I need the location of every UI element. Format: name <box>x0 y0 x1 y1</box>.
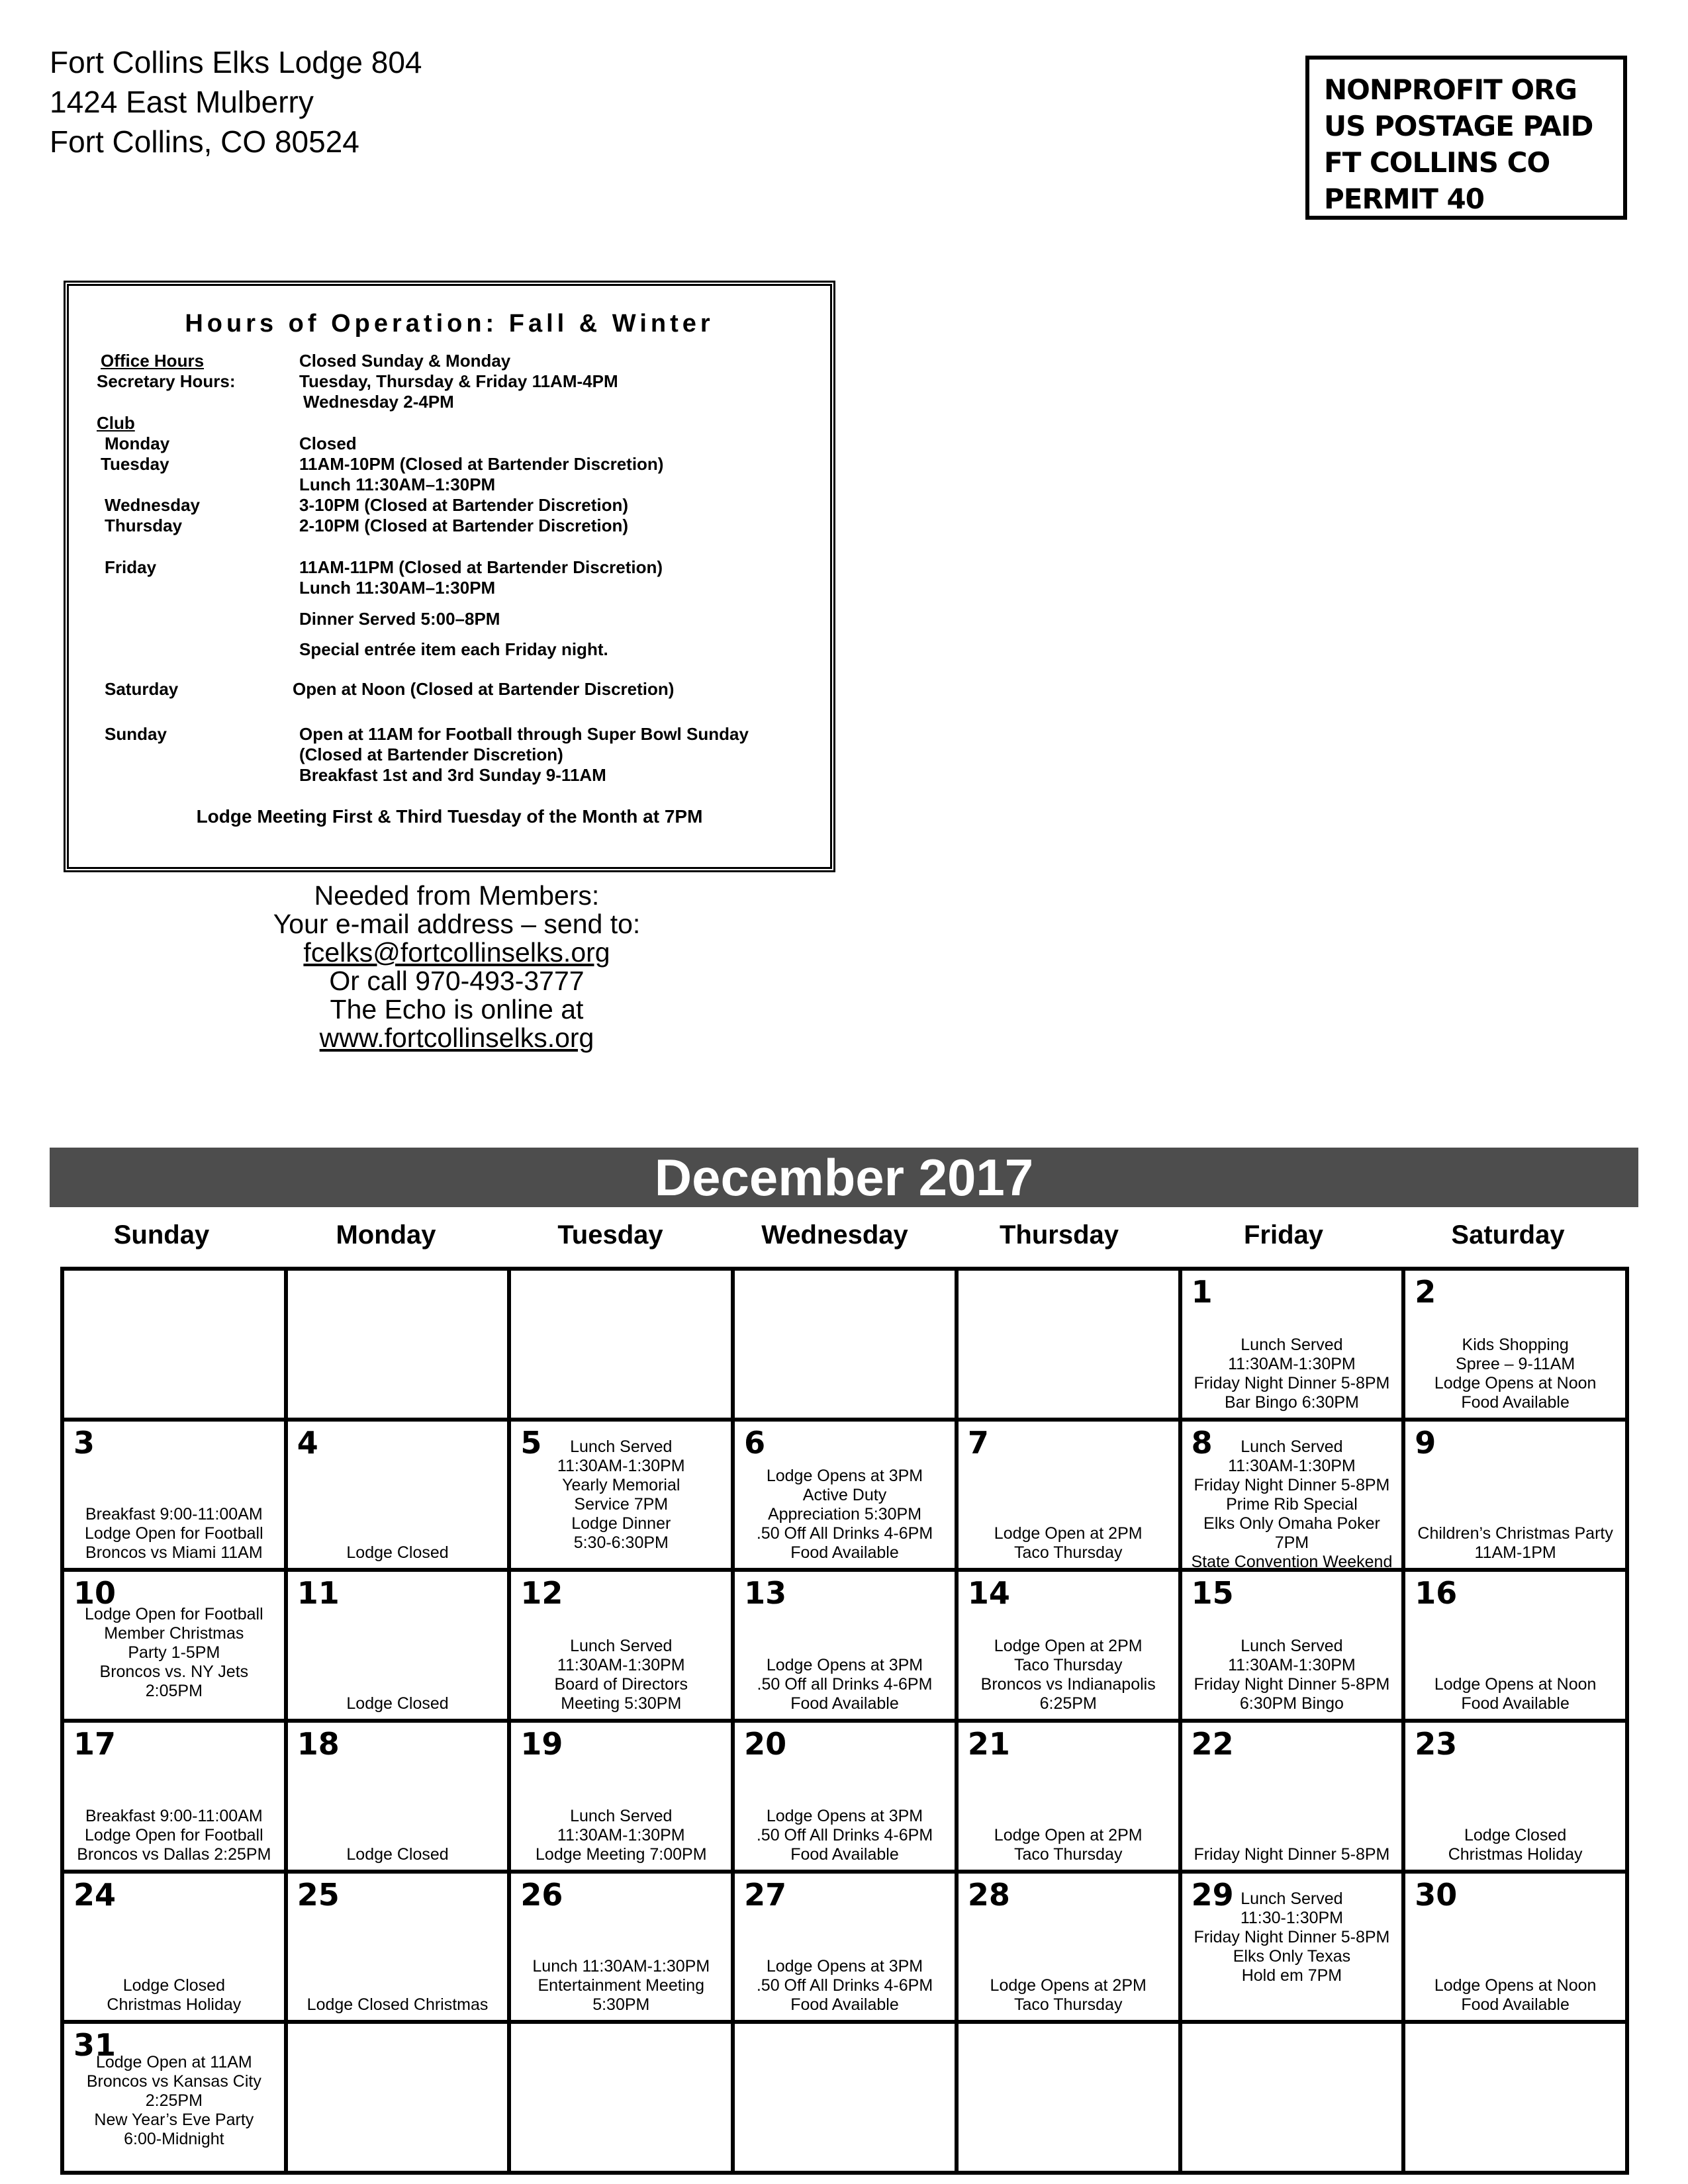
calendar-day-11 <box>288 1572 508 1719</box>
event-line: Lodge Opens at 3PM <box>766 1655 923 1674</box>
event-line: Lunch Served <box>570 1636 673 1655</box>
event-line: Prime Rib Special <box>1226 1494 1358 1514</box>
day-number: 24 <box>73 1876 117 1913</box>
calendar-day-28 <box>959 1874 1178 2021</box>
event-line: Lunch 11:30AM-1:30PM <box>532 1957 710 1976</box>
hours-of-operation-box <box>64 281 835 872</box>
event-line: 11:30AM-1:30PM <box>1228 1655 1356 1674</box>
day-number: 20 <box>744 1726 787 1762</box>
calendar-day-22 <box>1182 1723 1402 1870</box>
members-line: Your e-mail address – send to: <box>273 909 641 939</box>
sunday-value-2: (Closed at Bartender Discretion) <box>299 745 563 764</box>
event-line: Lodge Closed Christmas <box>306 1995 489 2015</box>
secretary-hours-label: Secretary Hours: <box>97 371 236 391</box>
event-line: Yearly Memorial <box>562 1475 680 1494</box>
day-events <box>1408 1976 1622 2015</box>
day-number: 3 <box>73 1424 95 1461</box>
event-line: Lodge Opens at 3PM <box>766 1467 923 1486</box>
day-events <box>67 1807 281 1864</box>
calendar-day-29 <box>1182 1874 1402 2021</box>
event-line: Lodge Opens at 3PM <box>766 1957 923 1976</box>
calendar-empty-cell <box>1405 2024 1625 2171</box>
sunday-value-3: Breakfast 1st and 3rd Sunday 9-11AM <box>299 765 606 785</box>
day-number: 18 <box>297 1726 340 1762</box>
website-link[interactable]: www.fortcollinselks.org <box>319 1023 594 1053</box>
postage-line: FT COLLINS CO <box>1324 146 1550 179</box>
members-notice <box>199 882 715 1052</box>
day-events <box>67 1976 281 2015</box>
day-number: 6 <box>744 1424 766 1461</box>
calendar-day-21 <box>959 1723 1178 1870</box>
event-line: Taco Thursday <box>1013 1543 1123 1563</box>
calendar-day-9 <box>1405 1422 1625 1569</box>
day-events <box>961 1976 1176 2015</box>
event-line: Lodge Open for Football <box>85 1825 263 1844</box>
event-line: .50 Off all Drinks 4-6PM <box>757 1674 933 1694</box>
day-number: 4 <box>297 1424 318 1461</box>
event-line: Christmas Holiday <box>1448 1844 1583 1864</box>
day-events <box>1185 1889 1399 1985</box>
day-events <box>737 1957 952 2015</box>
event-line: 11:30AM-1:30PM <box>1228 1354 1356 1373</box>
event-line: Taco Thursday <box>1013 1655 1123 1674</box>
event-line: Broncos vs. NY Jets <box>99 1662 249 1682</box>
day-events <box>1408 1336 1622 1412</box>
calendar-day-16 <box>1405 1572 1625 1719</box>
event-line: Lodge Opens at Noon <box>1434 1373 1597 1392</box>
calendar-grid <box>60 1267 1629 2175</box>
event-line: 5:30-6:30PM <box>573 1533 669 1552</box>
tuesday-value-2: Lunch 11:30AM–1:30PM <box>299 475 496 494</box>
event-line: 11AM-1PM <box>1474 1543 1556 1563</box>
event-line: Friday Night Dinner 5-8PM <box>1194 1844 1390 1864</box>
wednesday-value: 3-10PM (Closed at Bartender Discretion) <box>299 495 629 515</box>
calendar-day-27 <box>735 1874 955 2021</box>
thursday-label: Thursday <box>105 516 183 535</box>
weekday-label: Friday <box>1243 1220 1324 1250</box>
postage-line: PERMIT 40 <box>1324 183 1484 215</box>
calendar-empty-cell <box>959 1271 1178 1418</box>
event-line: Breakfast 9:00-11:00AM <box>85 1806 263 1825</box>
day-events <box>737 1807 952 1864</box>
calendar-day-19 <box>511 1723 731 1870</box>
event-line: Food Available <box>790 1844 899 1864</box>
day-events <box>737 1656 952 1713</box>
calendar-day-18 <box>288 1723 508 1870</box>
day-number: 11 <box>297 1575 340 1612</box>
calendar-day-26 <box>511 1874 731 2021</box>
calendar-day-3 <box>64 1422 284 1569</box>
event-line: 11:30AM-1:30PM <box>557 1456 685 1475</box>
day-number: 31 <box>73 2027 117 2064</box>
day-events <box>291 1845 505 1864</box>
event-line: Lodge Open at 2PM <box>994 1524 1143 1543</box>
day-number: 26 <box>520 1876 563 1913</box>
event-line: Kids Shopping <box>1462 1335 1569 1354</box>
event-line: Hold em 7PM <box>1241 1966 1342 1985</box>
event-line: Lunch Served <box>1241 1889 1343 1908</box>
event-line: Taco Thursday <box>1013 1844 1123 1864</box>
club-label: Club <box>97 413 135 433</box>
calendar-day-4 <box>288 1422 508 1569</box>
day-events <box>514 1637 728 1713</box>
event-line: .50 Off All Drinks 4-6PM <box>756 1976 933 1995</box>
month-title: December 2017 <box>50 1148 1638 1207</box>
friday-value-3: Dinner Served 5:00–8PM <box>299 609 500 629</box>
event-line: Lunch Served <box>570 1806 673 1825</box>
calendar-empty-cell <box>288 1271 508 1418</box>
hours-title: Hours of Operation: Fall & Winter <box>185 310 714 338</box>
day-events <box>291 1995 505 2015</box>
thursday-value: 2-10PM (Closed at Bartender Discretion) <box>299 516 629 535</box>
day-number: 14 <box>967 1575 1010 1612</box>
postage-line: NONPROFIT ORG <box>1324 73 1577 106</box>
event-line: Elks Only Omaha Poker 7PM <box>1203 1514 1380 1552</box>
day-number: 23 <box>1415 1726 1458 1762</box>
members-line: Or call 970-493-3777 <box>329 966 585 996</box>
calendar-day-15 <box>1182 1572 1402 1719</box>
day-number: 22 <box>1191 1726 1234 1762</box>
day-number: 27 <box>744 1876 787 1913</box>
event-line: Spree – 9-11AM <box>1456 1354 1575 1373</box>
day-number: 5 <box>520 1424 542 1461</box>
email-link[interactable]: fcelks@fortcollinselks.org <box>303 937 610 968</box>
event-line: Friday Night Dinner 5-8PM <box>1194 1475 1390 1494</box>
weekday-label: Tuesday <box>557 1220 663 1250</box>
event-line: Entertainment Meeting <box>538 1976 705 1995</box>
saturday-label: Saturday <box>105 679 179 699</box>
tuesday-value: 11AM-10PM (Closed at Bartender Discretion) <box>299 454 664 474</box>
sunday-label: Sunday <box>105 724 167 744</box>
event-line: 6:30PM Bingo <box>1239 1694 1344 1713</box>
calendar-empty-cell <box>511 1271 731 1418</box>
calendar-day-6 <box>735 1422 955 1569</box>
day-number: 29 <box>1191 1876 1234 1913</box>
calendar-day-2 <box>1405 1271 1625 1418</box>
monday-value: Closed <box>299 433 357 453</box>
return-address-line: Fort Collins Elks Lodge 804 <box>50 45 422 79</box>
event-line: Christmas Holiday <box>107 1995 242 2015</box>
event-line: Food Available <box>790 1694 899 1713</box>
weekday-header <box>50 1216 1638 1253</box>
calendar-day-23 <box>1405 1723 1625 1870</box>
calendar-empty-cell <box>288 2024 508 2171</box>
day-events <box>1408 1826 1622 1864</box>
event-line: 6:00-Midnight <box>124 2130 224 2149</box>
event-line: Lunch Served <box>1241 1437 1343 1456</box>
day-number: 1 <box>1191 1274 1213 1310</box>
event-line: 11:30-1:30PM <box>1240 1908 1344 1927</box>
day-events <box>1185 1637 1399 1713</box>
event-line: Lodge Meeting 7:00PM <box>536 1844 707 1864</box>
day-number: 12 <box>520 1575 563 1612</box>
weekday-label: Thursday <box>999 1220 1119 1250</box>
day-events <box>67 2053 281 2149</box>
day-number: 13 <box>744 1575 787 1612</box>
calendar-day-8 <box>1182 1422 1402 1569</box>
day-events <box>1408 1524 1622 1563</box>
day-events <box>1185 1845 1399 1864</box>
office-hours-value: Closed Sunday & Monday <box>299 351 511 371</box>
day-number: 28 <box>967 1876 1010 1913</box>
day-number: 2 <box>1415 1274 1436 1310</box>
event-line: 5:30PM <box>592 1995 650 2015</box>
day-events <box>291 1543 505 1563</box>
monday-label: Monday <box>105 433 170 453</box>
day-events <box>1185 1336 1399 1412</box>
event-line: Breakfast 9:00-11:00AM <box>85 1505 263 1524</box>
event-line: 2:25PM <box>145 2091 203 2111</box>
event-line: Lodge Open for Football <box>85 1605 263 1624</box>
event-line: Lodge Closed <box>346 1844 449 1864</box>
calendar-day-1 <box>1182 1271 1402 1418</box>
secretary-hours-value: Tuesday, Thursday & Friday 11AM-4PM <box>299 371 618 391</box>
event-line: Lunch Served <box>1241 1636 1343 1655</box>
event-line: Meeting 5:30PM <box>561 1694 682 1713</box>
event-line: Lodge Open for Football <box>85 1524 263 1543</box>
event-line: Lodge Opens at 3PM <box>766 1806 923 1825</box>
event-line: Lodge Opens at Noon <box>1434 1674 1597 1694</box>
calendar-empty-cell <box>735 2024 955 2171</box>
day-events <box>737 1467 952 1563</box>
calendar-day-20 <box>735 1723 955 1870</box>
event-line: Lodge Open at 11AM <box>95 2053 252 2072</box>
event-line: Service 7PM <box>574 1494 669 1514</box>
event-line: Board of Directors <box>554 1674 688 1694</box>
friday-value-4: Special entrée item each Friday night. <box>299 639 608 659</box>
event-line: 6:25PM <box>1039 1694 1097 1713</box>
friday-label: Friday <box>105 557 157 577</box>
event-line: Food Available <box>1461 1694 1570 1713</box>
day-number: 15 <box>1191 1575 1234 1612</box>
day-events <box>514 1957 728 2015</box>
return-address-line: Fort Collins, CO 80524 <box>50 124 359 159</box>
calendar-day-25 <box>288 1874 508 2021</box>
event-line: Children’s Christmas Party <box>1417 1524 1613 1543</box>
event-line: Bar Bingo 6:30PM <box>1224 1392 1359 1412</box>
event-line: Party 1-5PM <box>128 1643 220 1662</box>
event-line: Broncos vs Dallas 2:25PM <box>77 1844 271 1864</box>
calendar-empty-cell <box>1182 2024 1402 2171</box>
event-line: Lodge Dinner <box>571 1514 671 1533</box>
secretary-hours-value-2: Wednesday 2-4PM <box>303 392 454 412</box>
event-line: Active Duty <box>802 1486 887 1505</box>
event-line: Broncos vs Miami 11AM <box>85 1543 263 1563</box>
event-line: Lodge Open at 2PM <box>994 1825 1143 1844</box>
event-line: Lodge Closed <box>122 1976 225 1995</box>
day-number: 16 <box>1415 1575 1458 1612</box>
office-hours-label: Office Hours <box>101 351 205 371</box>
event-line: Lodge Open at 2PM <box>994 1636 1143 1655</box>
event-line: Member Christmas <box>104 1624 244 1643</box>
day-number: 9 <box>1415 1424 1436 1461</box>
day-events <box>1408 1675 1622 1713</box>
calendar-day-13 <box>735 1572 955 1719</box>
day-events <box>514 1437 728 1553</box>
event-line: Broncos vs Indianapolis <box>980 1674 1156 1694</box>
event-line: Taco Thursday <box>1013 1995 1123 2015</box>
calendar-day-10 <box>64 1572 284 1719</box>
event-line: 11:30AM-1:30PM <box>557 1825 685 1844</box>
event-line: Friday Night Dinner 5-8PM <box>1194 1927 1390 1946</box>
return-address <box>50 42 422 161</box>
calendar-empty-cell <box>64 1271 284 1418</box>
day-events <box>514 1807 728 1864</box>
lodge-meeting-note: Lodge Meeting First & Third Tuesday of the Month at 7PM <box>196 806 703 827</box>
event-line: Food Available <box>1461 1995 1570 2015</box>
event-line: 11:30AM-1:30PM <box>1228 1456 1356 1475</box>
day-number: 10 <box>73 1575 117 1612</box>
day-number: 25 <box>297 1876 340 1913</box>
members-line: Needed from Members: <box>314 880 600 911</box>
members-line: The Echo is online at <box>330 994 584 1024</box>
event-line: 2:05PM <box>145 1682 203 1701</box>
event-line: Lodge Closed <box>346 1543 449 1563</box>
wednesday-label: Wednesday <box>105 495 201 515</box>
event-line: Food Available <box>790 1995 899 2015</box>
event-line: Food Available <box>790 1543 899 1563</box>
event-line: Lodge Opens at Noon <box>1434 1976 1597 1995</box>
weekday-label: Monday <box>336 1220 436 1250</box>
event-line: Lodge Closed <box>1464 1825 1567 1844</box>
event-line: .50 Off All Drinks 4-6PM <box>756 1825 933 1844</box>
event-line: New Year’s Eve Party <box>94 2111 254 2130</box>
day-events <box>961 1524 1176 1563</box>
calendar-day-5 <box>511 1422 731 1569</box>
day-number: 21 <box>967 1726 1010 1762</box>
day-number: 19 <box>520 1726 563 1762</box>
day-events <box>1185 1437 1399 1572</box>
calendar-day-24 <box>64 1874 284 2021</box>
event-line: Lodge Opens at 2PM <box>990 1976 1147 1995</box>
calendar-empty-cell <box>959 2024 1178 2171</box>
event-line: State Convention Weekend <box>1191 1552 1393 1571</box>
event-line: 11:30AM-1:30PM <box>557 1655 685 1674</box>
day-events <box>67 1605 281 1701</box>
calendar-day-12 <box>511 1572 731 1719</box>
calendar-empty-cell <box>511 2024 731 2171</box>
event-line: Appreciation 5:30PM <box>767 1505 922 1524</box>
day-events <box>291 1694 505 1713</box>
saturday-value: Open at Noon (Closed at Bartender Discretion) <box>293 679 675 699</box>
weekday-label: Saturday <box>1451 1220 1565 1250</box>
day-events <box>961 1826 1176 1864</box>
calendar-day-7 <box>959 1422 1178 1569</box>
return-address-line: 1424 East Mulberry <box>50 85 314 119</box>
event-line: Broncos vs Kansas City <box>86 2072 261 2091</box>
event-line: Elks Only Texas <box>1233 1946 1351 1966</box>
day-events <box>961 1637 1176 1713</box>
event-line: .50 Off All Drinks 4-6PM <box>756 1524 933 1543</box>
day-number: 8 <box>1191 1424 1213 1461</box>
event-line: Lodge Closed <box>346 1694 449 1713</box>
event-line: Lunch Served <box>570 1437 673 1456</box>
event-line: Friday Night Dinner 5-8PM <box>1194 1674 1390 1694</box>
tuesday-label: Tuesday <box>101 454 169 474</box>
friday-value: 11AM-11PM (Closed at Bartender Discretion) <box>299 557 663 577</box>
weekday-label: Sunday <box>113 1220 210 1250</box>
event-line: Food Available <box>1461 1392 1570 1412</box>
postage-indicia <box>1305 56 1627 220</box>
day-events <box>67 1505 281 1563</box>
calendar-empty-cell <box>735 1271 955 1418</box>
friday-value-2: Lunch 11:30AM–1:30PM <box>299 578 496 598</box>
day-number: 7 <box>967 1424 989 1461</box>
calendar-day-30 <box>1405 1874 1625 2021</box>
postage-line: US POSTAGE PAID <box>1324 110 1593 142</box>
day-number: 17 <box>73 1726 117 1762</box>
event-line: Lunch Served <box>1241 1335 1343 1354</box>
calendar-day-14 <box>959 1572 1178 1719</box>
calendar-day-31 <box>64 2024 284 2171</box>
day-number: 30 <box>1415 1876 1458 1913</box>
calendar-day-17 <box>64 1723 284 1870</box>
sunday-value: Open at 11AM for Football through Super Bowl Sunday <box>299 724 749 744</box>
event-line: Friday Night Dinner 5-8PM <box>1194 1373 1390 1392</box>
weekday-label: Wednesday <box>761 1220 908 1250</box>
